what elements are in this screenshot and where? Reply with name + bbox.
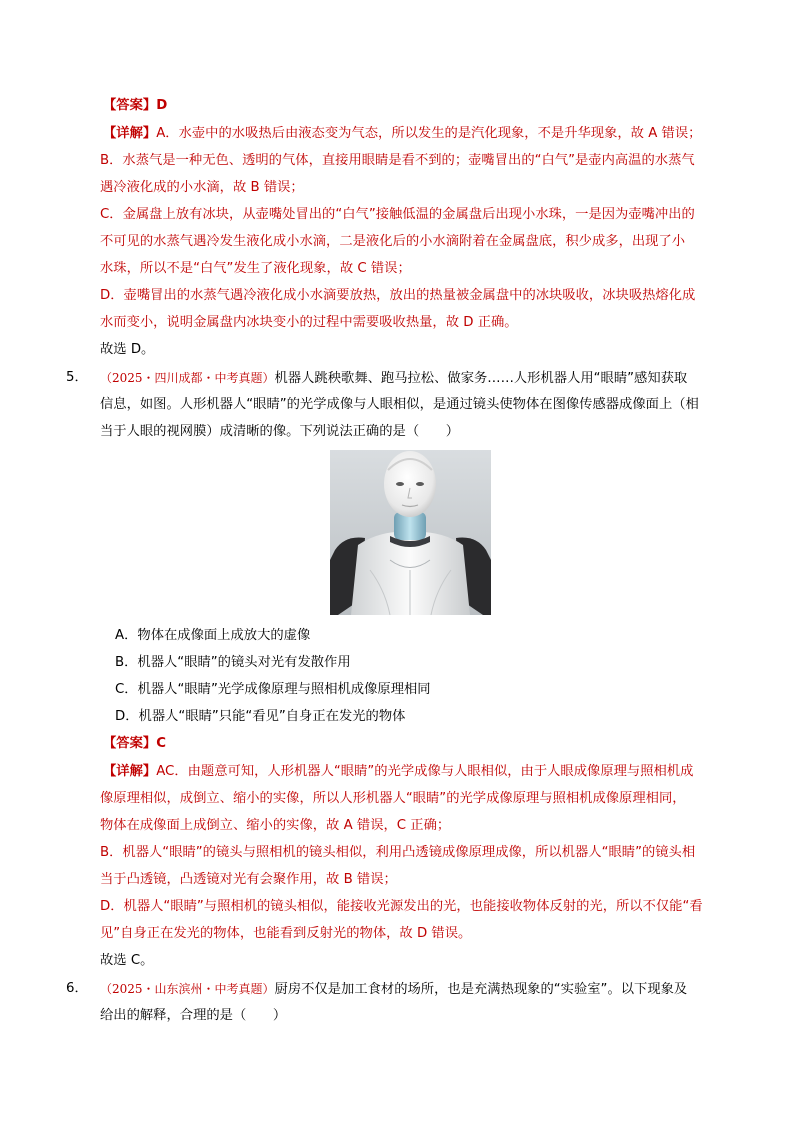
q5-stem-line-3: 当于人眼的视网膜）成清晰的像。下列说法正确的是（ ） (100, 424, 460, 439)
q4-detail-line-6: 水珠，所以不是“白气”发生了液化现象，故 C 错误； (100, 261, 411, 276)
q5-option-b: B．机器人“眼睛”的镜头对光有发散作用 (115, 655, 351, 670)
q4-detail-line-3: 遇冷液化成的小水滴，故 B 错误； (100, 180, 304, 195)
q5-stem-line-1: （2025・四川成都・中考真题）机器人跳秧歌舞、跑马拉松、做家务……人形机器人用“眼睛”感知获取 (100, 371, 688, 386)
q4-answer: 【答案】D (103, 98, 168, 113)
q5-source: （2025・四川成都・中考真题） (100, 371, 275, 385)
q5-option-c: C．机器人“眼睛”光学成像原理与照相机成像原理相同 (115, 682, 431, 697)
q5-conclusion: 故选 C。 (100, 953, 154, 968)
q4-detail-line-4: C．金属盘上放有冰块，从壶嘴处冒出的“白气”接触低温的金属盘后出现小水珠，一是因为壶嘴冲出的 (100, 207, 695, 222)
q6-stem-line-2: 给出的解释，合理的是（ ） (100, 1008, 287, 1023)
q6-number: 6． (66, 981, 88, 996)
q5-stem-line-2: 信息，如图。人形机器人“眼睛”的光学成像与人眼相似，是通过镜头使物体在图像传感器成像面上（相 (100, 397, 699, 412)
q5-answer: 【答案】C (103, 736, 166, 751)
q4-detail-line-5: 不可见的水蒸气遇冷发生液化成小水滴，二是液化后的小水滴附着在金属盘底，积少成多，出现了小 (100, 234, 686, 249)
q6-stem-line-1: （2025・山东滨州・中考真题）厨房不仅是加工食材的场所，也是充满热现象的“实验室”。以下现象及 (100, 982, 688, 997)
q5-detail-line-7: 见”自身正在发光的物体，也能看到反射光的物体，故 D 错误。 (100, 926, 472, 941)
q5-detail-line-5: 当于凸透镜，凸透镜对光有会聚作用，故 B 错误； (100, 872, 397, 887)
q5-detail-line-3: 物体在成像面上成倒立、缩小的实像，故 A 错误，C 正确； (100, 818, 451, 833)
q4-conclusion: 故选 D。 (100, 342, 155, 357)
q5-option-d: D．机器人“眼睛”只能“看见”自身正在发光的物体 (115, 709, 406, 724)
q4-detail-line-1: 【详解】A．水壶中的水吸热后由液态变为气态，所以发生的是汽化现象，不是升华现象，故 A 错误； (103, 126, 702, 141)
q5-number: 5． (66, 370, 88, 385)
q5-option-a: A．物体在成像面上成放大的虚像 (115, 628, 311, 643)
q5-detail-line-2: 像原理相似，成倒立、缩小的实像，所以人形机器人“眼睛”的光学成像原理与照相机成像原理相同， (100, 791, 686, 806)
q4-detail-line-2: B．水蒸气是一种无色、透明的气体，直接用眼睛是看不到的；壶嘴冒出的“白气”是壶内高温的水蒸气 (100, 153, 695, 168)
q5-detail-line-4: B．机器人“眼睛”的镜头与照相机的镜头相似，利用凸透镜成像原理成像，所以机器人“眼睛”的镜头相 (100, 845, 696, 860)
robot-image (330, 450, 491, 615)
q5-detail-line-1: 【详解】AC．由题意可知，人形机器人“眼睛”的光学成像与人眼相似，由于人眼成像原理与照相机成 (103, 764, 694, 779)
q5-detail-line-6: D．机器人“眼睛”与照相机的镜头相似，能接收光源发出的光，也能接收物体反射的光，所以不仅能“看 (100, 899, 703, 914)
q4-detail-line-8: 水而变小，说明金属盘内冰块变小的过程中需要吸收热量，故 D 正确。 (100, 315, 518, 330)
q6-source: （2025・山东滨州・中考真题） (100, 982, 275, 996)
q4-detail-line-7: D．壶嘴冒出的水蒸气遇冷液化成小水滴要放热，放出的热量被金属盘中的冰块吸收，冰块吸热熔化成 (100, 288, 696, 303)
